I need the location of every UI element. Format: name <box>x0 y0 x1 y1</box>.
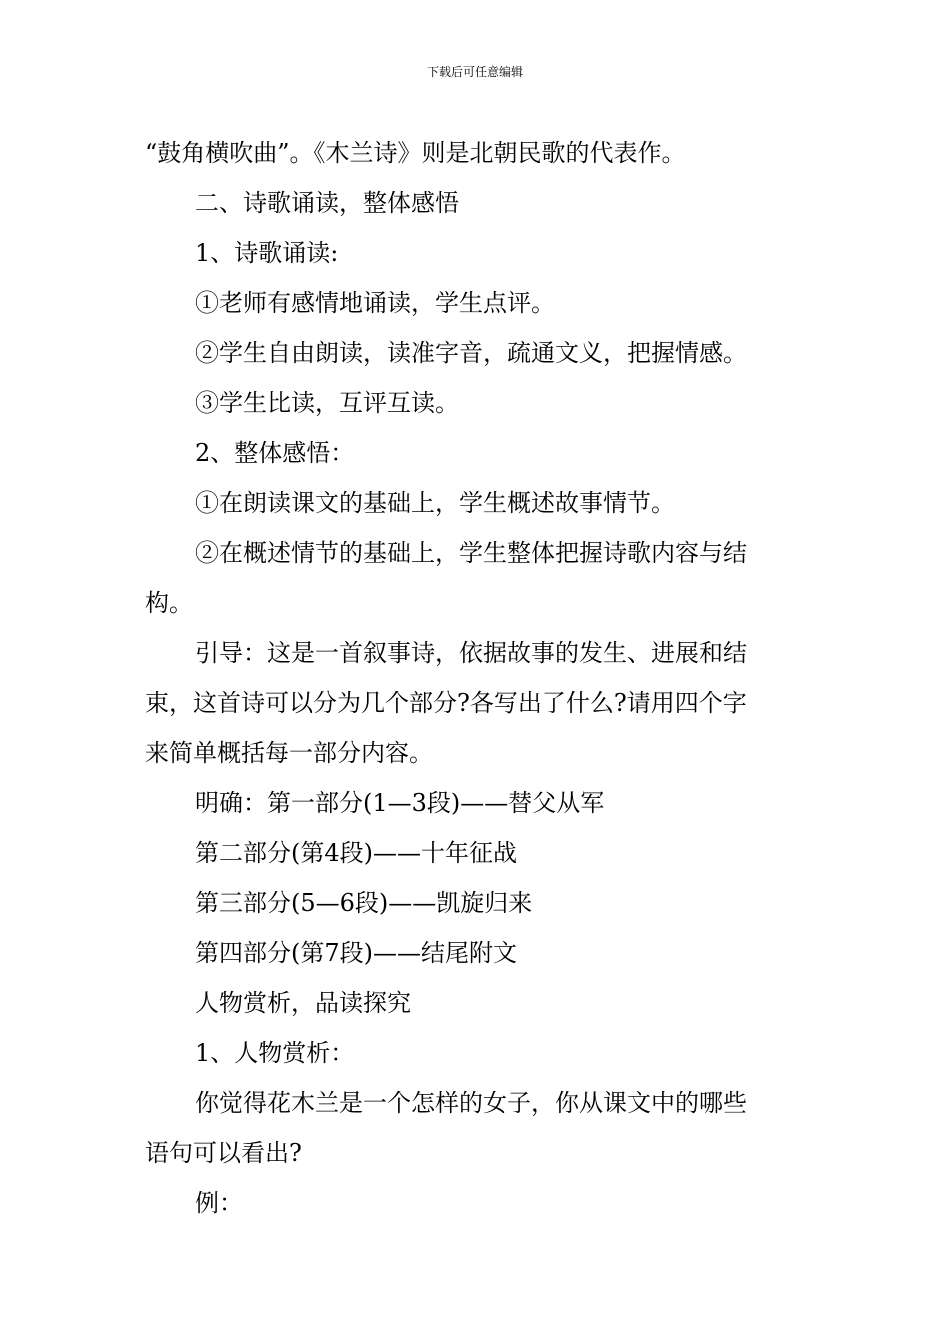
list-item: ②学生自由朗读，读准字音，疏通文义，把握情感。 <box>195 339 747 367</box>
text-line: 例： <box>195 1189 243 1217</box>
section-heading: 二、诗歌诵读，整体感悟 <box>195 189 459 217</box>
paragraph-line: 束，这首诗可以分为几个部分?各写出了什么?请用四个字 <box>145 689 747 717</box>
text-line: 第三部分(5—6段)——凯旋归来 <box>195 889 533 917</box>
list-item: ①在朗读课文的基础上，学生概述故事情节。 <box>195 489 675 517</box>
paragraph-line: 来简单概括每一部分内容。 <box>145 739 433 767</box>
text-line: “鼓角横吹曲”。《木兰诗》则是北朝民歌的代表作。 <box>145 139 686 167</box>
subheading: 2、整体感悟： <box>195 439 355 467</box>
list-item: ③学生比读，互评互读。 <box>195 389 459 417</box>
section-heading: 人物赏析，品读探究 <box>195 989 411 1017</box>
subheading: 1、人物赏析： <box>195 1039 355 1067</box>
paragraph-line: 引导：这是一首叙事诗，依据故事的发生、进展和结 <box>195 639 747 667</box>
page-header: 下载后可任意编辑 <box>426 65 523 79</box>
text-line: 第四部分(第7段)——结尾附文 <box>195 939 517 967</box>
document-body <box>145 128 810 1228</box>
paragraph-line: 你觉得花木兰是一个怎样的女子，你从课文中的哪些 <box>195 1089 747 1117</box>
list-item: ②在概述情节的基础上，学生整体把握诗歌内容与结 <box>195 539 747 567</box>
subheading: 1、诗歌诵读: <box>195 239 339 267</box>
paragraph-line: 语句可以看出? <box>145 1139 302 1167</box>
list-item: ①老师有感情地诵读，学生点评。 <box>195 289 555 317</box>
text-line: 构。 <box>145 589 193 617</box>
text-line: 第二部分(第4段)——十年征战 <box>195 839 517 867</box>
text-line: 明确：第一部分(1—3段)——替父从军 <box>195 789 605 817</box>
